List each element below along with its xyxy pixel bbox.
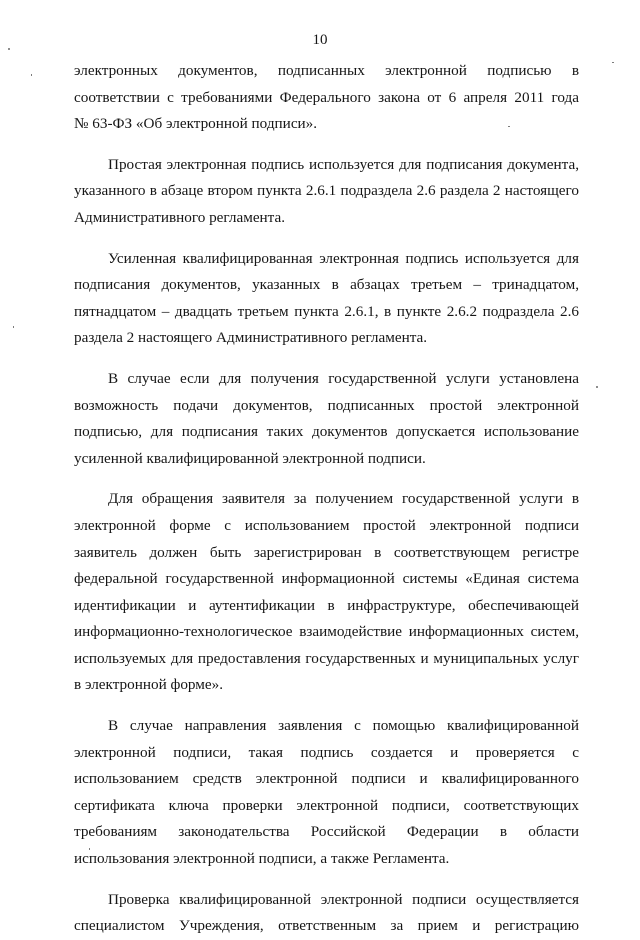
paragraph-line: использования электронной подписи, а также Регламента. (74, 850, 450, 868)
paragraph-line: Усиленная квалифицированная электронная подпись используется для (108, 249, 579, 267)
paragraph-line: федеральной государственной информационной системы «Единая система (74, 570, 579, 588)
paragraph-line: используемых для предоставления государственных и муниципальных услуг (74, 649, 579, 667)
paragraph-line: заявитель должен быть зарегистрирован в соответствующем регистре (74, 543, 579, 561)
paragraph-line: электронной форме с использованием простой электронной подписи (74, 516, 579, 534)
paragraph-line: Простая электронная подпись используется для подписания документа, (108, 155, 579, 173)
paragraph-1 (74, 58, 579, 138)
scan-speck (508, 126, 510, 127)
paragraph-5 (74, 486, 579, 699)
paragraph-line: соответствии с требованиями Федерального закона от 6 апреля 2011 года (74, 88, 579, 106)
paragraph-line: информационно-технологическое взаимодействие информационных систем, (74, 623, 579, 641)
paragraph-line: В случае направления заявления с помощью квалифицированной (108, 717, 579, 735)
paragraph-line: № 63-ФЗ «Об электронной подписи». (74, 115, 318, 133)
paragraph-line: В случае если для получения государственной услуги установлена (108, 369, 579, 387)
paragraph-line: специалистом Учреждения, ответственным за прием и регистрацию (74, 917, 579, 935)
paragraph-4 (74, 366, 579, 472)
paragraph-line: использованием средств электронной подписи и квалифицированного (74, 770, 579, 788)
paragraph-3 (74, 246, 579, 352)
paragraph-line: Для обращения заявителя за получением государственной услуги в (108, 490, 579, 508)
page-number: 10 (312, 32, 328, 48)
paragraph-line: подписью, для подписания таких документов допускается использование (74, 423, 579, 441)
paragraph-7 (74, 887, 579, 940)
paragraph-line: указанного в абзаце втором пункта 2.6.1 подраздела 2.6 раздела 2 настоящего (74, 182, 579, 200)
paragraph-2 (74, 152, 579, 232)
paragraph-line: раздела 2 настоящего Административного регламента. (74, 329, 428, 347)
paragraph-line: Административного регламента. (74, 208, 286, 226)
paragraph-line: Проверка квалифицированной электронной подписи осуществляется (108, 890, 579, 908)
paragraph-line: усиленной квалифицированной электронной подписи. (74, 449, 426, 467)
paragraph-line: возможность подачи документов, подписанных простой электронной (74, 396, 579, 414)
scan-speck (8, 48, 10, 50)
scan-speck (89, 848, 90, 850)
scan-speck (612, 62, 614, 63)
scan-speck (13, 326, 14, 328)
paragraph-line: подписания документов, указанных в абзацах третьем – тринадцатом, (74, 276, 579, 294)
paragraph-line: сертификата ключа проверки электронной подписи, соответствующих (74, 796, 579, 814)
paragraph-line: электронных документов, подписанных электронной подписью в (74, 62, 579, 79)
paragraph-6 (74, 713, 579, 873)
scan-speck (596, 386, 598, 388)
paragraph-line: электронной подписи, такая подпись создается и проверяется с (74, 743, 579, 761)
document-body (74, 58, 579, 940)
paragraph-line: требованиям законодательства Российской Федерации в области (74, 823, 579, 841)
paragraph-line: идентификации и аутентификации в инфраструктуре, обеспечивающей (74, 596, 579, 614)
paragraph-line: пятнадцатом – двадцать третьем пункта 2.6.1, в пункте 2.6.2 подраздела 2.6 (74, 302, 579, 320)
paragraph-line: в электронной форме». (74, 676, 224, 694)
scan-speck (31, 74, 32, 76)
